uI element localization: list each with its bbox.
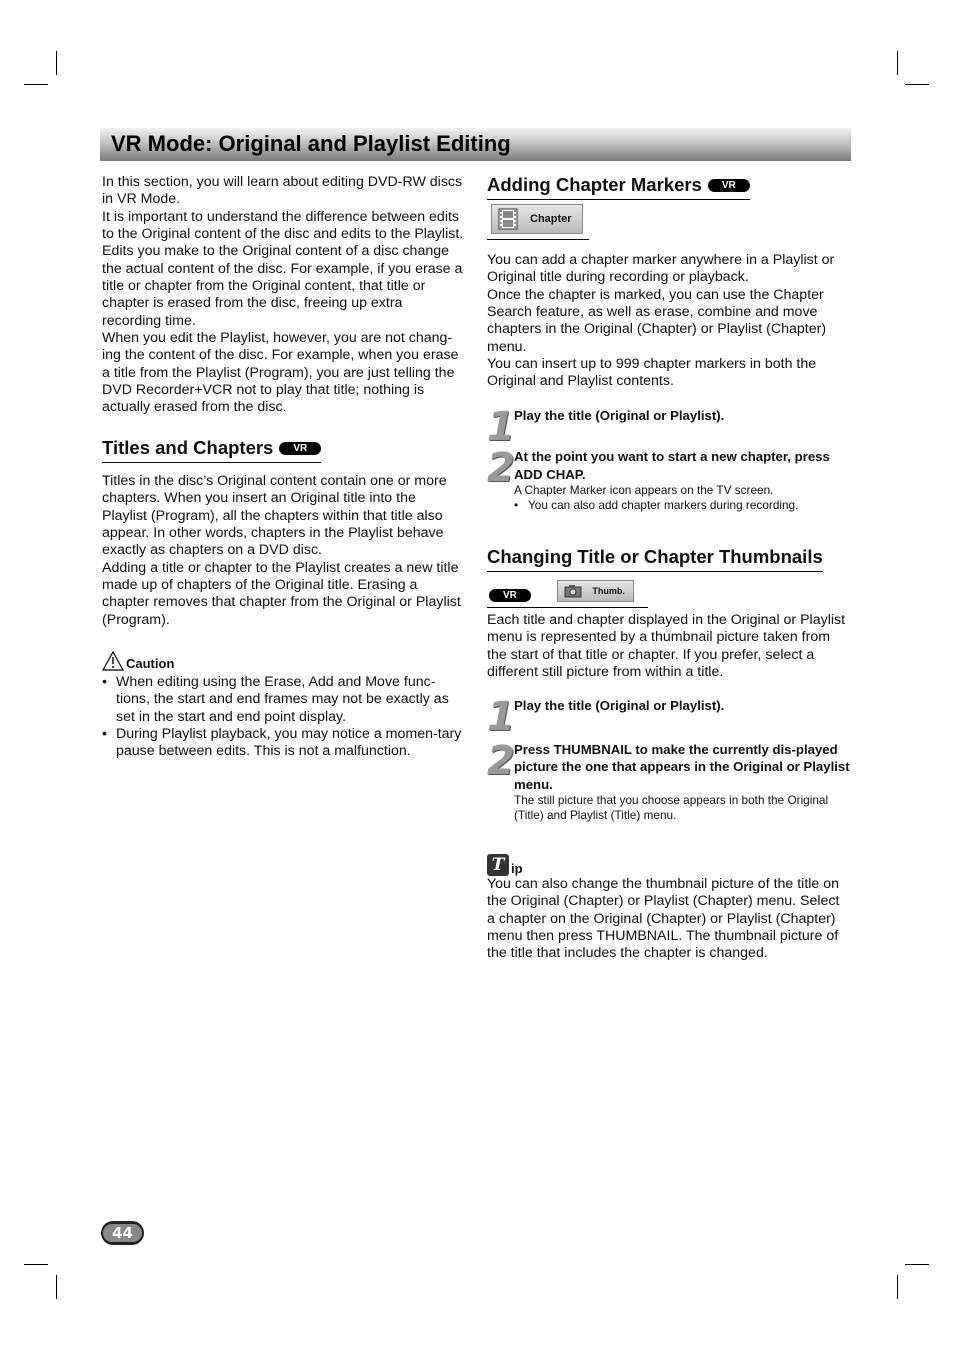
titles-chapters-paragraph: Adding a title or chapter to the Playlist creates a new title made up of chapters of the Original title. Erasing a chapter removes that chapter from the Original or Playlist (Program).	[102, 559, 461, 628]
crop-mark	[56, 1275, 57, 1299]
page-title: VR Mode: Original and Playlist Editing	[111, 131, 511, 156]
tip-heading	[487, 854, 851, 876]
tip-icon: T	[487, 854, 509, 876]
step-item	[487, 403, 851, 450]
intro-paragraph: When you edit the Playlist, however, you are not chang-ing the content of the disc. For example, when you erase a title from the Playlist (Program), you are just telling the DVD Recorder+VCR not to play that title; nothing is actually erased from the disc.	[102, 330, 459, 416]
chapter-chip-row	[487, 200, 589, 240]
step-note: A Chapter Marker icon appears on the TV screen.	[514, 482, 774, 497]
step-item	[487, 445, 851, 514]
caution-heading	[102, 651, 464, 671]
left-column	[102, 174, 464, 761]
adding-markers-paragraph: Once the chapter is marked, you can use the Chapter Search feature, as well as erase, combine and move chapters in the Original (Chapter) or Playlist (Chapter) menu.	[487, 286, 827, 355]
step-title: Play the title (Original or Playlist).	[514, 698, 725, 714]
caution-label: Caution	[126, 655, 175, 671]
adding-markers-heading: Adding Chapter Markers	[487, 174, 702, 195]
right-column	[487, 174, 851, 963]
crop-mark	[56, 51, 57, 75]
step-number: 1	[487, 694, 515, 741]
step-item	[487, 737, 851, 824]
step-number: 2	[487, 445, 515, 492]
tip-label: ip	[511, 860, 523, 876]
page-number-badge	[101, 1221, 144, 1245]
intro-paragraph: It is important to understand the difference between edits to the Original content of the disc and edits to the Playlist. Edits you make to the Original content of a disc change the actual content of the disc. For example, if you erase a title or chapter from the Original content, that title or chapter is erased from the disc, freeing up extra recording time.	[102, 208, 464, 329]
step-number: 2	[487, 737, 515, 784]
crop-mark	[897, 1275, 898, 1299]
crop-mark	[905, 84, 929, 85]
tip-text: You can also change the thumbnail picture of the title on the Original (Chapter) or Playlist (Chapter) menu. Select a chapter on the Original (Chapter) or Playlist (Chapter) menu then press THUMBNAIL. The thumbnail picture of the title that includes the chapter is changed.	[487, 875, 840, 962]
step-bullet: • You can also add chapter markers during recording.	[514, 498, 851, 514]
chapter-chip	[491, 204, 583, 234]
section-heading-titles-chapters	[102, 437, 321, 463]
titles-chapters-heading: Titles and Chapters	[102, 436, 274, 458]
step-title: Play the title (Original or Playlist).	[514, 407, 725, 423]
page-number: 44	[103, 1224, 142, 1242]
adding-markers-paragraph: You can insert up to 999 chapter markers in both the Original and Playlist contents.	[487, 356, 817, 390]
warning-triangle-icon	[102, 651, 124, 671]
titles-chapters-paragraph: Titles in the disc’s Original content contain one or more chapters. When you insert an Original title into the Playlist (Program), all the chapters within that title also appear. In other words, chapters in the Playlist behave exactly as chapters on a DVD disc.	[102, 472, 447, 559]
caution-item: • When editing using the Erase, Add and Move func-tions, the start and end frames may not be exactly as set in the start and end point display.	[102, 674, 464, 726]
thumbnails-heading: Changing Title or Chapter Thumbnails	[487, 545, 823, 567]
section-heading-adding-markers	[487, 174, 750, 200]
chapter-chip-label: Chapter	[530, 213, 572, 225]
thumb-chip-label: Thumb.	[592, 585, 625, 596]
step-title: At the point you want to start a new chapter, press ADD CHAP.	[514, 449, 830, 482]
vr-badge: VR	[708, 179, 750, 192]
thumb-chip	[557, 580, 634, 602]
step-item	[487, 694, 851, 741]
section-heading-thumbnails	[487, 546, 823, 572]
vr-badge: VR	[279, 442, 321, 455]
crop-mark	[905, 1264, 929, 1265]
page-title-bar	[100, 128, 851, 161]
film-strip-icon	[498, 208, 518, 230]
crop-mark	[24, 1264, 48, 1265]
caution-list	[102, 674, 464, 761]
camera-icon	[564, 584, 582, 598]
adding-markers-paragraph: You can add a chapter marker anywhere in a Playlist or Original title during recording or playback.	[487, 252, 835, 286]
vr-badge: VR	[489, 589, 531, 602]
step-title: Press THUMBNAIL to make the currently dis-played picture the one that appears in the Original or Playlist menu.	[514, 741, 850, 792]
crop-mark	[24, 84, 48, 85]
crop-mark	[897, 51, 898, 75]
thumb-chip-row	[487, 572, 648, 608]
step-note: The still picture that you choose appears in both the Original (Title) and Playlist (Title) menu.	[514, 792, 829, 823]
caution-item: • During Playlist playback, you may notice a momen-tary pause between edits. This is not a malfunction.	[102, 726, 464, 761]
step-number: 1	[487, 403, 515, 450]
thumbnails-paragraph: Each title and chapter displayed in the Original or Playlist menu is represented by a thumbnail picture taken from the start of that title or chapter. If you prefer, select a different still picture from within a title.	[487, 611, 846, 680]
intro-paragraph: In this section, you will learn about editing DVD-RW discs in VR Mode.	[102, 174, 463, 208]
